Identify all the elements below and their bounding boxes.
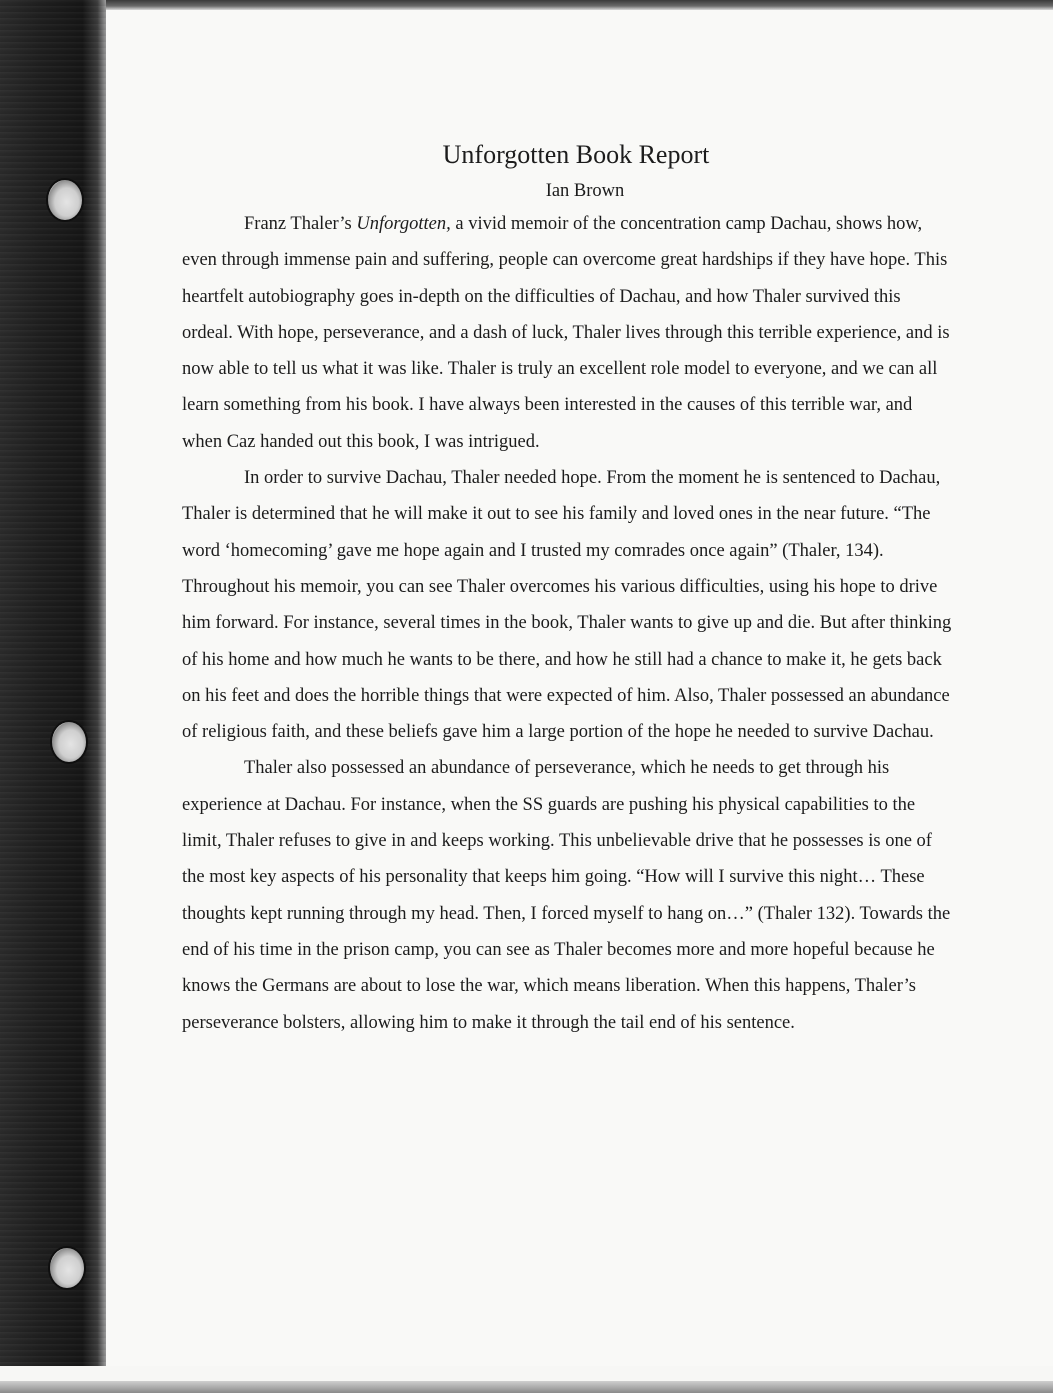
paragraph-perseverance: Thaler also possessed an abundance of perseverance, which he needs to get through his experience at Dachau. For instance, when the SS guards are pushing his physical capabilities to the limit, Thaler refuses to give in and keeps working. This unbelievable drive that he possesses is one of the most key aspects of his personality that keeps him going. “How will I survive this night… These thoughts kept running through my head. Then, I forced myself to hang on…” (Thaler 132). Towards the end of his time in the prison camp, you can see as Thaler becomes more and more hopeful because he knows the Germans are about to lose the war, which means liberation. When this happens, Thaler’s perseverance bolsters, allowing him to make it through the tail end of his sentence. <box>182 758 951 1033</box>
scan-top-edge <box>0 0 1053 10</box>
paper-sheet <box>106 10 1053 1366</box>
intro-text-before-title: Franz Thaler’s <box>244 214 357 234</box>
scan-bottom-edge <box>0 1381 1053 1393</box>
report-author: Ian Brown <box>545 181 625 201</box>
punch-hole-middle <box>52 722 86 762</box>
punch-hole-top <box>48 180 82 220</box>
paragraph-introduction <box>182 206 952 460</box>
paragraph-hope: In order to survive Dachau, Thaler needed hope. From the moment he is sentenced to Dachau, Thaler is determined that he will make it out to see his family and loved ones in the near future. “The word ‘homecoming’ gave me hope again and I trusted my comrades once again” (Thaler, 134). Throughout his memoir, you can see Thaler overcomes his various difficulties, using his hope to drive him forward. For instance, several times in the book, Thaler wants to give up and die. But after thinking of his home and how much he wants to be there, and how he still had a chance to make it, he gets back on his feet and does the horrible things that were expected of him. Also, Thaler possessed an abundance of religious faith, and these beliefs gave him a large portion of the hope he needed to survive Dachau. <box>182 468 952 743</box>
book-title-italic: Unforgotten, <box>356 214 451 234</box>
punch-hole-bottom <box>50 1248 84 1288</box>
binder-strip <box>0 0 106 1366</box>
report-title: Unforgotten Book Report <box>442 140 710 169</box>
report-body <box>182 138 952 1041</box>
intro-text-after-title: a vivid memoir of the concentration camp Dachau, shows how, even through immense pain and suffering, people can overcome great hardships if they have hope. This heartfelt autobiography goes in-depth on the difficulties of Dachau, and how Thaler survived this ordeal. With hope, perseverance, and a dash of luck, Thaler lives through this terrible experience, and is now able to tell us what it was like. Thaler is truly an excellent role model to everyone, and we can all learn something from his book. I have always been interested in the causes of this terrible war, and when Caz handed out this book, I was intrigued. <box>182 214 950 452</box>
